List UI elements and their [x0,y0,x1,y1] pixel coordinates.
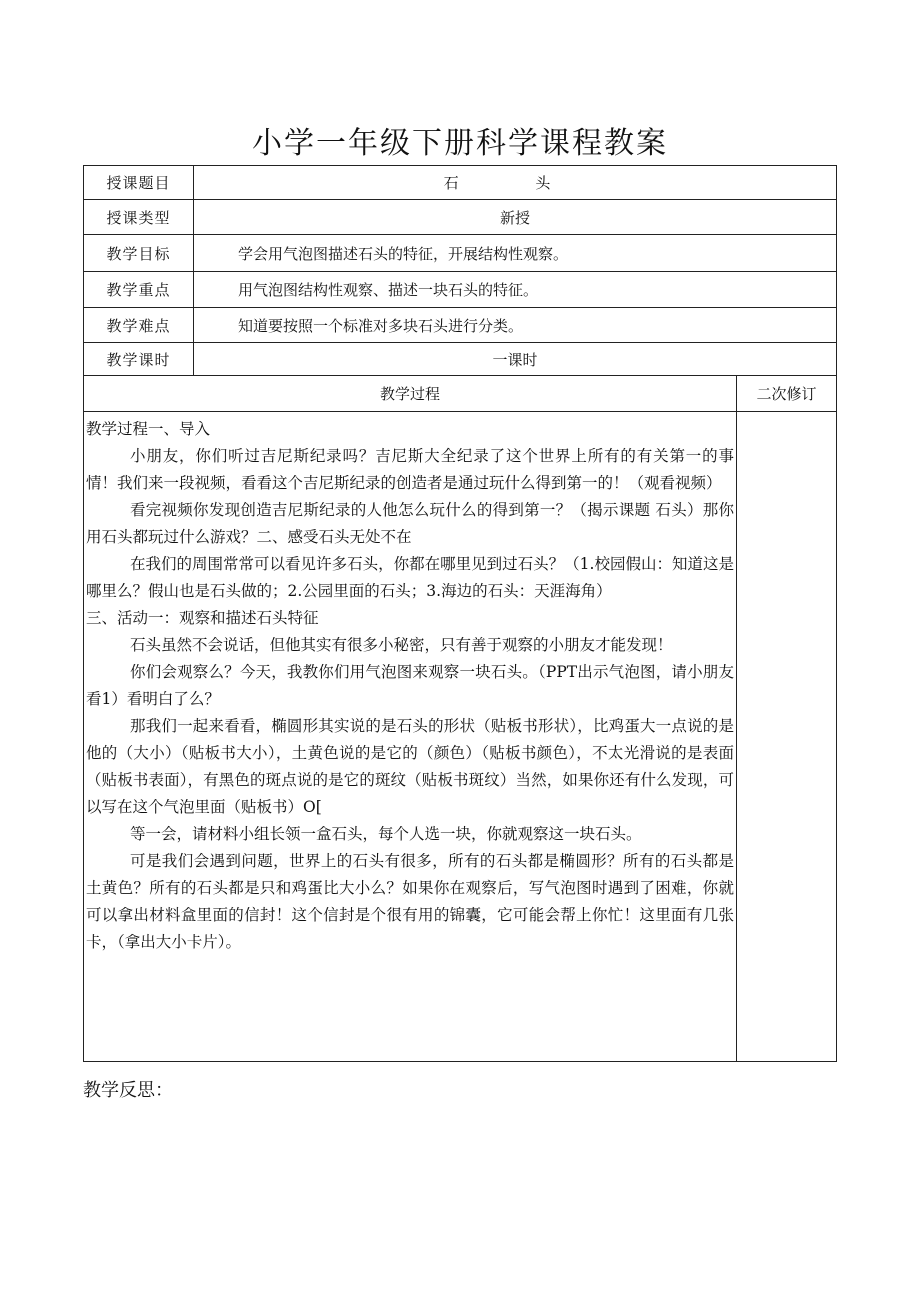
process-paragraph: 你们会观察么？今天，我教你们用气泡图来观察一块石头。（PPT出示气泡图，请小朋友看1）看明白了么？ [86,663,734,708]
label-goal: 教学目标 [84,235,194,272]
value-difficulty: 知道要按照一个标准对多块石头进行分类。 [194,308,837,343]
process-paragraph: 小朋友，你们听过吉尼斯纪录吗？吉尼斯大全纪录了这个世界上所有的有关第一的事情！我们来一段视频，看看这个吉尼斯纪录的创造者是通过玩什么得到第一的！（观看视频） [86,447,734,492]
page-title: 小学一年级下册科学课程教案 [252,126,668,161]
label-type: 授课类型 [84,200,194,235]
process-header: 教学过程 [84,376,737,412]
process-paragraph: 可是我们会遇到问题，世界上的石头有很多，所有的石头都是椭圆形？所有的石头都是土黄色？所有的石头都是只和鸡蛋比大小么？如果你在观察后，写气泡图时遇到了困难，你就可以拿出材料盒里面的信封！这个信封是个很有用的锦囊，它可能会帮上你忙！这里面有几张卡，（拿出大小卡片）。 [86,852,734,951]
value-hours: 一课时 [194,343,837,376]
revision-cell [737,412,837,1062]
value-goal: 学会用气泡图描述石头的特征，开展结构性观察。 [194,235,837,272]
process-content [84,412,737,1062]
row-process-body [84,412,837,1062]
value-type: 新授 [194,200,837,235]
value-key-point: 用气泡图结构性观察、描述一块石头的特征。 [194,272,837,308]
row-process-header [84,376,837,412]
label-difficulty: 教学难点 [84,308,194,343]
row-hours [84,343,837,376]
label-topic: 授课题目 [84,166,194,200]
lesson-plan-table [83,165,837,1062]
row-key-point [84,272,837,308]
row-difficulty [84,308,837,343]
process-paragraph: 那我们一起来看看，椭圆形其实说的是石头的形状（贴板书形状），比鸡蛋大一点说的是他的（大小）（贴板书大小），土黄色说的是它的（颜色）（贴板书颜色），不太光滑说的是表面（贴板书表面），有黑色的斑点说的是它的斑纹（贴板书斑纹）当然，如果你还有什么发现，可以写在这个气泡里面（贴板书）O[ [86,717,734,816]
revision-header: 二次修订 [737,376,837,412]
reflection-label: 教学反思： [83,1080,173,1101]
row-topic [84,166,837,200]
process-paragraph: 石头虽然不会说话，但他其实有很多小秘密，只有善于观察的小朋友才能发现！ [130,636,673,654]
label-hours: 教学课时 [84,343,194,376]
process-paragraph: 看完视频你发现创造吉尼斯纪录的人他怎么玩什么的得到第一？（揭示课题 石头）那你用石头都玩过什么游戏？二、感受石头无处不在 [86,501,734,546]
value-topic: 石 头 [194,166,837,200]
process-paragraph: 等一会，请材料小组长领一盒石头，每个人选一块，你就观察这一块石头。 [130,825,642,843]
label-key-point: 教学重点 [84,272,194,308]
process-paragraph: 教学过程一、导入 [86,420,211,438]
row-type [84,200,837,235]
process-paragraph: 三、活动一：观察和描述石头特征 [86,609,319,627]
process-paragraph: 在我们的周围常常可以看见许多石头，你都在哪里见到过石头？（1.校园假山：知道这是哪里么？假山也是石头做的；2.公园里面的石头；3.海边的石头：天涯海角） [86,555,734,600]
row-goal [84,235,837,272]
